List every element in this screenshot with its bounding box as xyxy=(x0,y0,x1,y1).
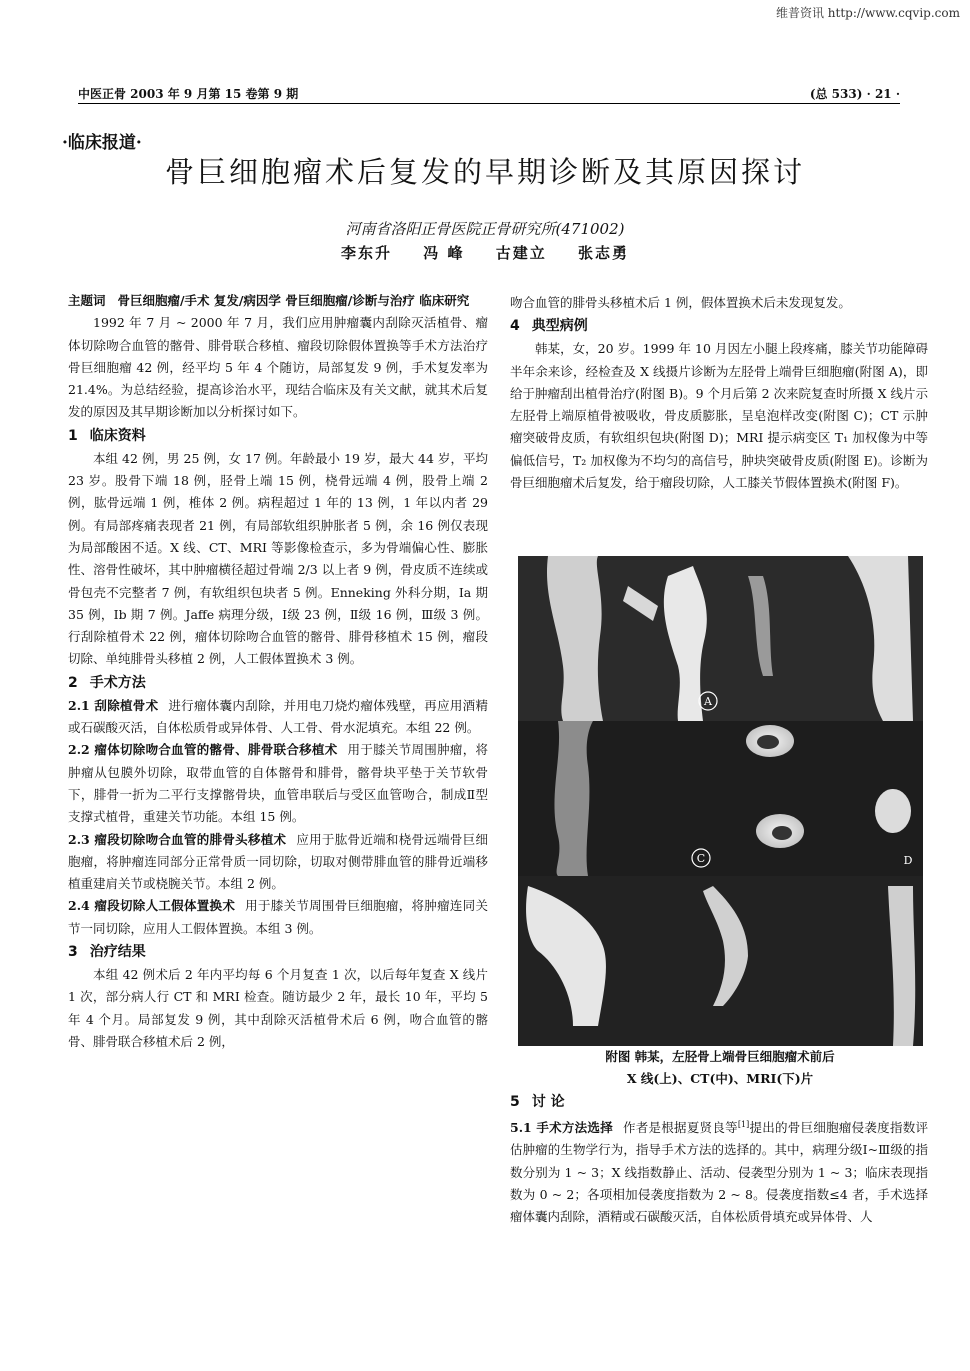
column-tag: ·临床报道· xyxy=(62,133,142,153)
figure-image xyxy=(518,556,923,1046)
subsection-label: 2.1 刮除植骨术 xyxy=(68,697,159,713)
keywords-text: 骨巨细胞瘤/手术 复发/病因学 骨巨细胞瘤/诊断与治疗 临床研究 xyxy=(117,293,470,308)
section-number: 2 xyxy=(68,674,78,691)
subsection-text: 进行瘤体囊内刮除，并用电刀烧灼瘤体残壁，再应用酒精或石碳酸灭活，自体松质骨或异体骨、人工骨、骨水泥填充。本组 22 例。 xyxy=(68,697,488,736)
subsection-paragraph xyxy=(68,895,488,940)
subsection-text: 用于膝关节周围骨巨细胞瘤，将肿瘤连同关节一同切除，应用人工假体置换。本组 3 例。 xyxy=(68,898,488,936)
right-column-bottom xyxy=(510,1090,928,1229)
section-paragraph: 本组 42 例，男 25 例，女 17 例。年龄最小 19 岁，最大 44 岁，平均 23 岁。股骨下端 18 例，胫骨上端 15 例，桡骨远端 4 例，股骨上端 2 例，肱骨远端 1 例，椎体 2 例。病程超过 1 年的 13 例，1 年以内者 29 例。有局部疼痛表现者 21 例，有局部软组织肿胀者 5 例，余 16 例仅表现为局部酸困不适。X 线、CT、MRI 等影像检查示，多为骨端偏心性、膨胀性、溶骨性破坏，其中肿瘤横径超过骨端 2/3 以上者 9 例，骨皮质不连续或骨包壳不完整者 7 例，有软组织包块者 5 例。Enneking 外科分期，Ia 期 35 例，Ib 期 7 例。Jaffe 病理分级，Ⅰ级 23 例，Ⅱ级 16 例，Ⅲ级 3 例。行刮除植骨术 22 例，瘤体切除吻合血管的髂骨、腓骨移植术 15 例，瘤段切除、单纯腓骨头移植 2 例，人工假体置换术 3 例。 xyxy=(68,450,488,667)
subsection-label: 2.4 瘤段切除人工假体置换术 xyxy=(68,898,236,914)
ct-slice xyxy=(875,789,911,833)
section-number: 5 xyxy=(510,1094,520,1110)
left-column xyxy=(68,290,488,1053)
affiliation: 河南省洛阳正骨医院正骨研究所(471002) xyxy=(345,220,625,238)
journal-info: 中医正骨 2003 年 9 月第 15 卷第 9 期 xyxy=(78,87,299,101)
section-title: 讨 论 xyxy=(531,1094,565,1110)
section-heading xyxy=(68,940,488,964)
section-paragraph-continued: 吻合血管的腓骨头移植术后 1 例，假体置换术后未发现复发。 xyxy=(510,295,851,310)
section-number: 1 xyxy=(68,427,78,444)
section-heading xyxy=(510,314,928,338)
page-number: (总 533) · 21 · xyxy=(809,87,900,101)
caption-line-1: 附图 韩某，左胫骨上端骨巨细胞瘤术前后 xyxy=(605,1049,835,1064)
section-title: 治疗结果 xyxy=(89,944,146,961)
keywords xyxy=(68,290,488,312)
discussion-text-continued: 提出的骨巨细胞瘤侵袭度指数评估肿瘤的生物学行为，指导手术方法的选择的。其中，病理分级Ⅰ~Ⅲ级的指数分别为 1 ~ 3；X 线指数静止、活动、侵袭型分别为 1 ~ 3；临床表现指数为 0 ~ 2；各项相加侵袭度指数为 2 ~ 8。侵袭度指数≤4 者，手术选择瘤体囊内刮除，酒精或石碳酸灭活，自体松质骨填充或异体骨、人 xyxy=(510,1120,928,1225)
subsection-paragraph xyxy=(68,739,488,828)
case-paragraph: 韩某，女，20 岁。1999 年 10 月因左小腿上段疼痛，膝关节功能障碍半年余来诊，经检查及 X 线摄片诊断为左胫骨上端骨巨细胞瘤(附图 A)，即给于肿瘤刮出植骨治疗(附图 B)。9 个月后第 2 次来院复查时所摄 X 线片示左胫骨上端原植骨被吸收，骨皮质膨胀，呈皂泡样改变(附图 C)；CT 示肿瘤突破骨皮质，有软组织包块(附图 D)；MRI 提示病变区 T₁ 加权像为中等偏低信号，T₂ 加权像为不均匀的高信号，肿块突破骨皮质(附图 E)。诊断为骨巨细胞瘤术后复发，给于瘤段切除，人工膝关节假体置换术(附图 F)。 xyxy=(510,341,928,491)
author: 张志勇 xyxy=(577,244,629,262)
section-heading xyxy=(68,424,488,448)
section-heading xyxy=(68,671,488,695)
section-paragraph: 本组 42 例术后 2 年内平均每 6 个月复查 1 次，以后每年复查 X 线片 1 次，部分病人行 CT 和 MRI 检查。随访最少 2 年，最长 10 年，平均 5 年 4 个月。局部复发 9 例，其中刮除灭活植骨术后 6 例，吻合血管的髂骨、腓骨联合移植术后 2 例， xyxy=(68,967,488,1049)
subsection-paragraph xyxy=(68,829,488,896)
panel-marker-c: C xyxy=(696,852,706,865)
radiograph-panels xyxy=(518,556,923,1046)
intro-paragraph: 1992 年 7 月 ~ 2000 年 7 月，我们应用肿瘤囊内刮除灭活植骨、瘤体切除吻合血管的髂骨、腓骨联合移植、瘤段切除假体置换等手术方法治疗骨巨细胞瘤 42 例，经平均 5 年 4 个随访，局部复发 9 例，手术复发率为 21.4%。为总结经验，提高诊治水平，现结合临床及有关文献，就其术后复发的原因及其早期诊断加以分析探讨如下。 xyxy=(68,315,488,420)
section-title: 手术方法 xyxy=(89,674,146,691)
article-title: 骨巨细胞瘤术后复发的早期诊断及其原因探讨 xyxy=(164,155,805,189)
panel-marker-a: A xyxy=(704,695,712,708)
figure-caption xyxy=(510,1046,930,1090)
subsection-text: 应用于肱骨近端和桡骨远端骨巨细胞瘤，将肿瘤连同部分正常骨质一同切除，切取对侧带腓血管的腓骨近端移植重建肩关节或桡腕关节。本组 2 例。 xyxy=(68,831,488,892)
author: 冯 峰 xyxy=(423,244,465,262)
section-title: 典型病例 xyxy=(531,318,588,335)
subsection-label: 5.1 手术方法选择 xyxy=(510,1120,613,1136)
subsection-text: 用于膝关节周围肿瘤，将肿瘤从包膜外切除，取带血管的自体髂骨和腓骨，髂骨块平垫于关节软骨下，腓骨一折为二平行支撑髂骨块，血管串联后与受区血管吻合，制成Ⅱ型支撑式植骨，重建关节功能。本组 15 例。 xyxy=(68,742,488,825)
subsection-label: 2.2 瘤体切除吻合血管的髂骨、腓骨联合移植术 xyxy=(68,742,338,758)
section-heading xyxy=(510,1090,928,1114)
author: 古建立 xyxy=(495,244,547,262)
ct-slice xyxy=(772,826,792,840)
keywords-label: 主题词 xyxy=(68,293,106,308)
subsection-label: 2.3 瘤段切除吻合血管的腓骨头移植术 xyxy=(68,831,287,847)
caption-line-2: X 线(上)、CT(中)、MRI(下)片 xyxy=(626,1071,814,1086)
ct-slice xyxy=(757,735,779,749)
right-column-top xyxy=(510,292,928,494)
discussion-paragraph xyxy=(510,1114,928,1229)
author: 李东升 xyxy=(341,244,393,262)
section-title: 临床资料 xyxy=(89,427,146,444)
watermark: 维普资讯 http://www.cqvip.com xyxy=(775,6,960,20)
authors xyxy=(0,242,970,263)
running-header xyxy=(78,83,900,104)
citation-ref: [1] xyxy=(737,1120,750,1129)
section-number: 4 xyxy=(510,318,520,335)
section-number: 3 xyxy=(68,944,78,961)
discussion-text: 作者是根据夏贤良等 xyxy=(622,1120,738,1136)
subsection-paragraph xyxy=(68,695,488,740)
panel-marker-d: D xyxy=(903,854,913,867)
